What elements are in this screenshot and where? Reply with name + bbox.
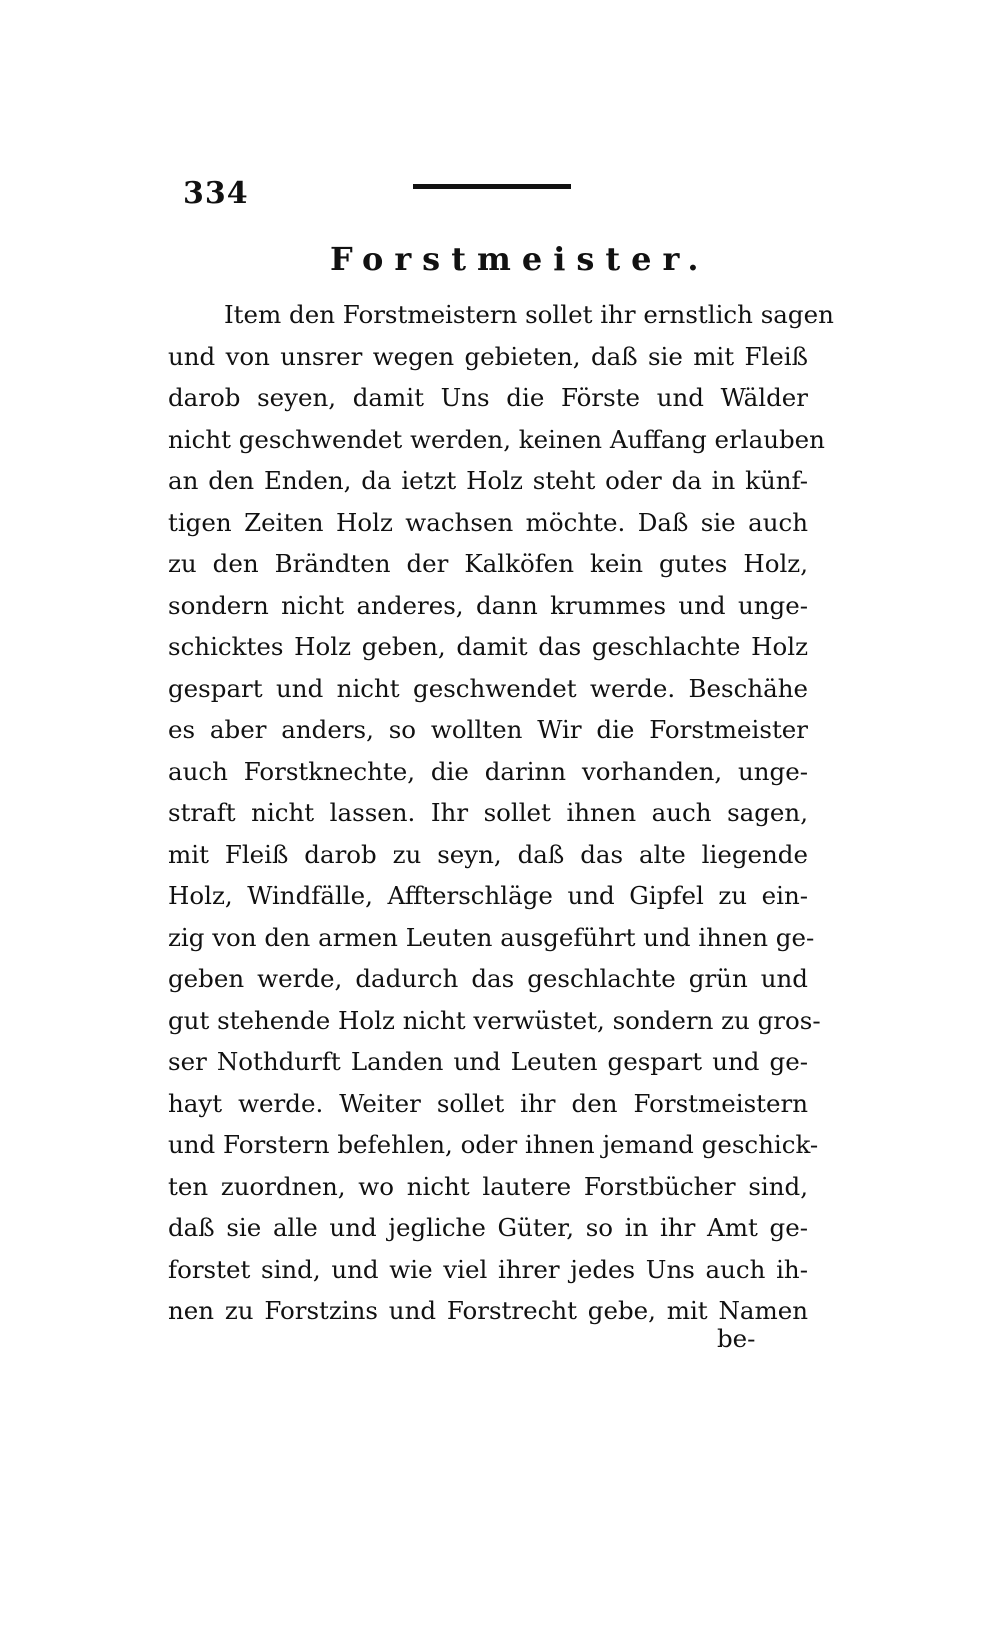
text-line: Item den Forstmeistern sollet ihr ernstlich sagen (224, 300, 834, 329)
text-line: zig von den armen Leuten ausgeführt und ihnen ge- (168, 922, 815, 952)
text-line: und Forstern befehlen, oder ihnen jemand geschick- (168, 1130, 819, 1159)
text-line: daß sie alle und jegliche Güter, so in ihr Amt ge- (168, 1213, 808, 1242)
text-line: nicht geschwendet werden, keinen Auffang erlauben (168, 424, 825, 454)
text-line: auch Forstknechte, die darinn vorhanden, unge- (168, 756, 808, 786)
text-line: ser Nothdurft Landen und Leuten gespart und ge- (168, 1047, 808, 1076)
text-line: hayt werde. Weiter sollet ihr den Forstmeistern (168, 1088, 808, 1118)
text-line: mit Fleiß darob zu seyn, daß das alte liegende (168, 839, 808, 869)
text-line: Holz, Windfälle, Affterschläge und Gipfel zu ein- (168, 881, 808, 910)
text-line: sondern nicht anderes, dann krummes und unge- (168, 590, 808, 620)
text-line: gut stehende Holz nicht verwüstet, sondern zu gros- (168, 1005, 821, 1035)
text-line: zu den Brändten der Kalköfen kein gutes Holz, (168, 549, 808, 578)
text-line: ten zuordnen, wo nicht lautere Forstbücher sind, (168, 1171, 808, 1201)
section-heading: Forstmeister. (330, 240, 710, 278)
text-line: gespart und nicht geschwendet werde. Beschähe (168, 673, 808, 703)
text-line: es aber anders, so wollten Wir die Forstmeister (168, 715, 808, 744)
text-line: und von unsrer wegen gebieten, daß sie mit Fleiß (168, 341, 808, 371)
text-line: forstet sind, und wie viel ihrer jedes Uns auch ih- (168, 1254, 808, 1284)
body-text (168, 294, 834, 1332)
text-line: geben werde, dadurch das geschlachte grün und (168, 964, 808, 993)
text-line: tigen Zeiten Holz wachsen möchte. Daß sie auch (168, 507, 808, 537)
text-line: schicktes Holz geben, damit das geschlachte Holz (168, 632, 808, 661)
text-line: straft nicht lassen. Ihr sollet ihnen auch sagen, (168, 798, 808, 827)
page-number: 334 (183, 176, 249, 211)
text-line: nen zu Forstzins und Forstrecht gebe, mit Namen (168, 1296, 808, 1325)
header-rule (413, 184, 571, 189)
catchword: be- (717, 1324, 756, 1353)
text-line: darob seyen, damit Uns die Förste und Wälder (168, 383, 808, 412)
text-line: an den Enden, da ietzt Holz steht oder da in künf- (168, 466, 808, 495)
